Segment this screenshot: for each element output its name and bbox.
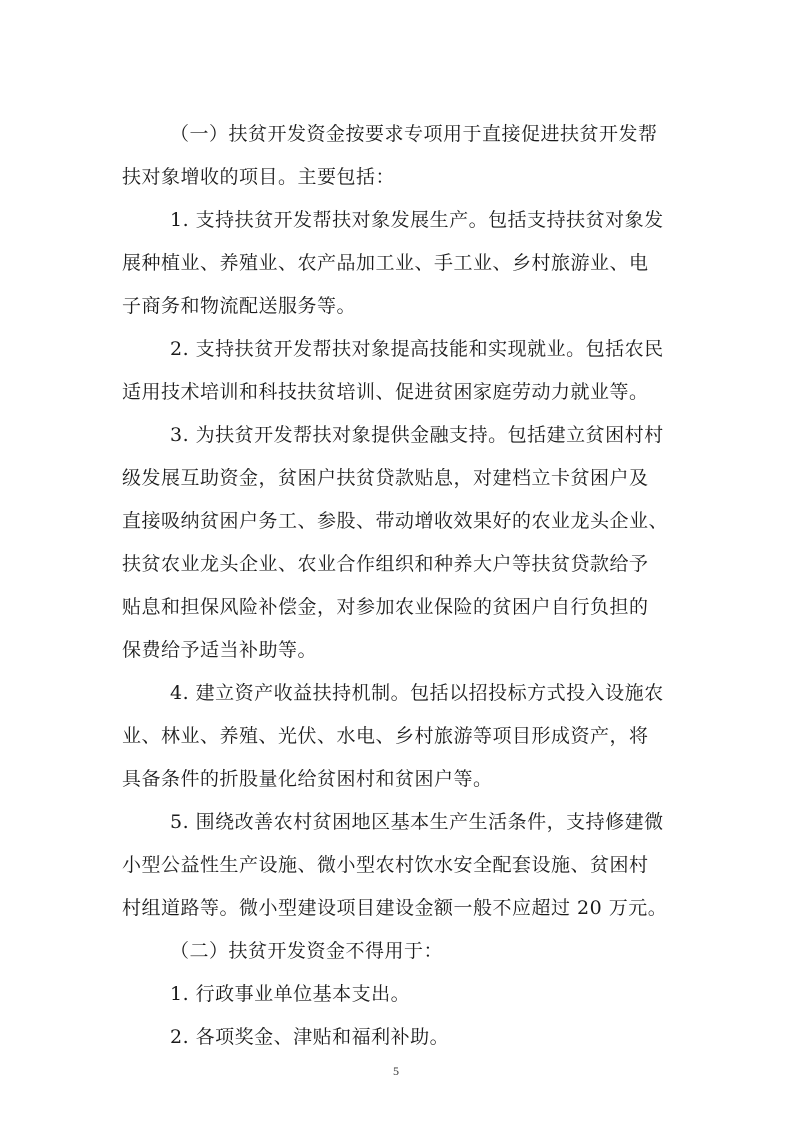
item-3-line-5: 贴息和担保风险补偿金，对参加农业保险的贫困户自行负担的 <box>122 596 649 618</box>
item-1-line-3: 子商务和物流配送服务等。 <box>122 295 357 317</box>
item-1-line-2: 展种植业、养殖业、农产品加工业、手工业、乡村旅游业、电 <box>122 252 649 274</box>
item-5-line-1: 5. 围绕改善农村贫困地区基本生产生活条件，支持修建微 <box>170 811 664 833</box>
item-3-line-2: 级发展互助资金，贫困户扶贫贷款贴息，对建档立卡贫困户及 <box>122 467 649 489</box>
item-3-line-1: 3. 为扶贫开发帮扶对象提供金融支持。包括建立贫困村村 <box>170 424 664 446</box>
item-1-line-1: 1. 支持扶贫开发帮扶对象发展生产。包括支持扶贫对象发 <box>170 209 664 231</box>
section-2-heading: （二）扶贫开发资金不得用于： <box>170 940 444 962</box>
item-4-line-3: 具备条件的折股量化给贫困村和贫困户等。 <box>122 768 493 790</box>
prohibited-item-2: 2. 各项奖金、津贴和福利补助。 <box>170 1026 450 1048</box>
item-3-line-3: 直接吸纳贫困户务工、参股、带动增收效果好的农业龙头企业、 <box>122 510 669 532</box>
item-5-line-2: 小型公益性生产设施、微小型农村饮水安全配套设施、贫困村 <box>122 854 649 876</box>
item-3-line-6: 保费给予适当补助等。 <box>122 639 318 661</box>
item-2-line-1: 2. 支持扶贫开发帮扶对象提高技能和实现就业。包括农民 <box>170 338 664 360</box>
item-4-line-1: 4. 建立资产收益扶持机制。包括以招投标方式投入设施农 <box>170 682 664 704</box>
item-3-line-4: 扶贫农业龙头企业、农业合作组织和种养大户等扶贫贷款给予 <box>122 553 649 575</box>
item-5-line-3: 村组道路等。微小型建设项目建设金额一般不应超过 20 万元。 <box>122 897 668 919</box>
item-2-line-2: 适用技术培训和科技扶贫培训、促进贫困家庭劳动力就业等。 <box>122 381 649 403</box>
item-4-line-2: 业、林业、养殖、光伏、水电、乡村旅游等项目形成资产，将 <box>122 725 649 747</box>
prohibited-item-1: 1. 行政事业单位基本支出。 <box>170 983 411 1005</box>
paragraph-1-line-1: （一）扶贫开发资金按要求专项用于直接促进扶贫开发帮 <box>170 123 658 145</box>
paragraph-1-line-2: 扶对象增收的项目。主要包括： <box>122 166 396 188</box>
page-number: 5 <box>393 1064 399 1078</box>
